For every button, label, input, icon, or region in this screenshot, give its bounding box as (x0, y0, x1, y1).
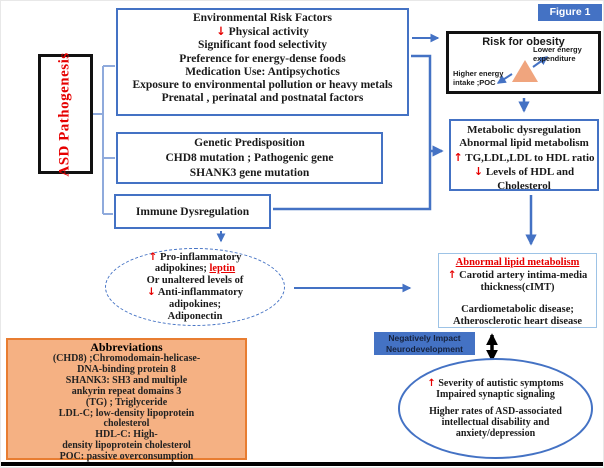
leptin-label: leptin (209, 263, 236, 275)
negatively-impact-label (374, 332, 475, 355)
obesity-lower-energy-label: Lower energy expenditure (533, 45, 582, 63)
metabolic-line-tg: ↑ TG,LDL,LDL to HDL ratio (453, 150, 595, 164)
env-line-prenatal: Prenatal , perinatal and postnatal factors (161, 92, 364, 105)
adipokines-anti-line: ↓ Anti-inflammatory adipokines; (146, 286, 243, 310)
genetic-predisposition-box (116, 132, 383, 184)
abbr-line: LDL-C; low-density lipoprotein (58, 407, 195, 419)
up-arrow-icon: ↑ (427, 378, 436, 389)
env-line-medication: Medication Use: Antipsychotics (185, 65, 340, 78)
down-arrow-icon: ↓ (473, 165, 484, 179)
abbr-line: (TG) ; Triglyceride (85, 396, 168, 408)
env-line-pollution: Exposure to environmental pollution or heavy metals (132, 79, 393, 92)
up-arrow-icon: ↑ (453, 150, 463, 164)
abbr-line: DNA-binding protein 8 (77, 363, 176, 375)
down-arrow-icon: ↓ (146, 286, 156, 298)
impact-line-2: Neurodevelopment (386, 343, 463, 354)
abbr-line: POC: passive overconsumption (59, 451, 194, 463)
abbreviations-title: Abbreviations (90, 340, 163, 354)
abbr-line: SHANK3: SH3 and multiple (65, 374, 188, 386)
metabolic-dysregulation-box (449, 119, 599, 191)
outcomes-rates-line: Higher rates of ASD-associated intellectual disability and anxiety/depression (429, 406, 562, 439)
adipokines-adiponectin-line: Adiponectin (167, 310, 223, 322)
abbr-line: density lipoprotein cholesterol (62, 440, 191, 452)
obesity-higher-energy-label: Higher energy intake ;POC (453, 69, 504, 87)
adipokines-pro-line: ↑ Pro-inflammatory adipokines; leptin (148, 250, 242, 275)
lipid-cardiometabolic-line: Cardiometabolic disease; (461, 304, 574, 315)
env-line-physical-activity: ↓ Physical activity (216, 24, 309, 39)
env-line-energy-dense-foods: Preference for energy-dense foods (179, 52, 346, 65)
down-arrow-icon: ↓ (216, 24, 226, 39)
genetic-line-chd8: CHD8 mutation ; Pathogenic gene (165, 152, 334, 164)
lipid-atherosclerotic-line: Atherosclerotic heart disease (452, 316, 583, 327)
abbr-line: (CHD8) ;Chromodomain-helicase- (52, 353, 201, 364)
outcomes-synaptic-line: Impaired synaptic signaling (436, 389, 555, 400)
immune-dysregulation-box (114, 194, 271, 229)
up-arrow-icon: ↑ (148, 250, 158, 263)
up-arrow-icon: ↑ (447, 269, 457, 281)
abbr-line: ankyrin repeat domains 3 (71, 385, 182, 397)
adipokines-ellipse (105, 248, 285, 326)
immune-title: Immune Dysregulation (135, 205, 250, 218)
env-line-food-selectivity: Significant food selectivity (197, 39, 328, 52)
obesity-title: Risk for obesity (482, 36, 565, 48)
abnormal-lipid-box (438, 253, 597, 328)
outcomes-ellipse (398, 358, 593, 459)
outcomes-severity-line: ↑ Severity of autistic symptoms (427, 378, 564, 389)
spacer (439, 294, 596, 304)
metabolic-line-hdl: ↓ Levels of HDL and Cholesterol (473, 165, 575, 192)
environmental-risk-box (116, 8, 409, 116)
asd-pathogenesis-box (38, 51, 93, 177)
abbr-line: HDL-C: High- (95, 429, 158, 441)
adipokines-unaltered-line: Or unaltered levels of (146, 275, 244, 287)
figure-badge: Figure 1 (538, 4, 602, 21)
lipid-cimt-line: ↑ Carotid artery intima-media thickness(cIMT) (447, 269, 588, 293)
genetic-line-shank3: SHANK3 gene mutation (189, 167, 310, 179)
risk-for-obesity-box (446, 31, 601, 94)
asd-pathogenesis-label: ASD Pathogenesis (57, 51, 74, 177)
impact-line-1: Negatively Impact (388, 333, 461, 343)
abbreviations-box (6, 338, 247, 463)
abbr-line: cholesterol (103, 418, 150, 430)
genetic-title: Genetic Predisposition (194, 137, 305, 149)
metabolic-line-2: Abnormal lipid metabolism (459, 137, 589, 150)
bottom-border-line (1, 462, 604, 466)
lipid-title: Abnormal lipid metabolism (455, 257, 580, 268)
metabolic-line-1: Metabolic dysregulation (467, 124, 581, 136)
env-title: Environmental Risk Factors (192, 12, 333, 24)
